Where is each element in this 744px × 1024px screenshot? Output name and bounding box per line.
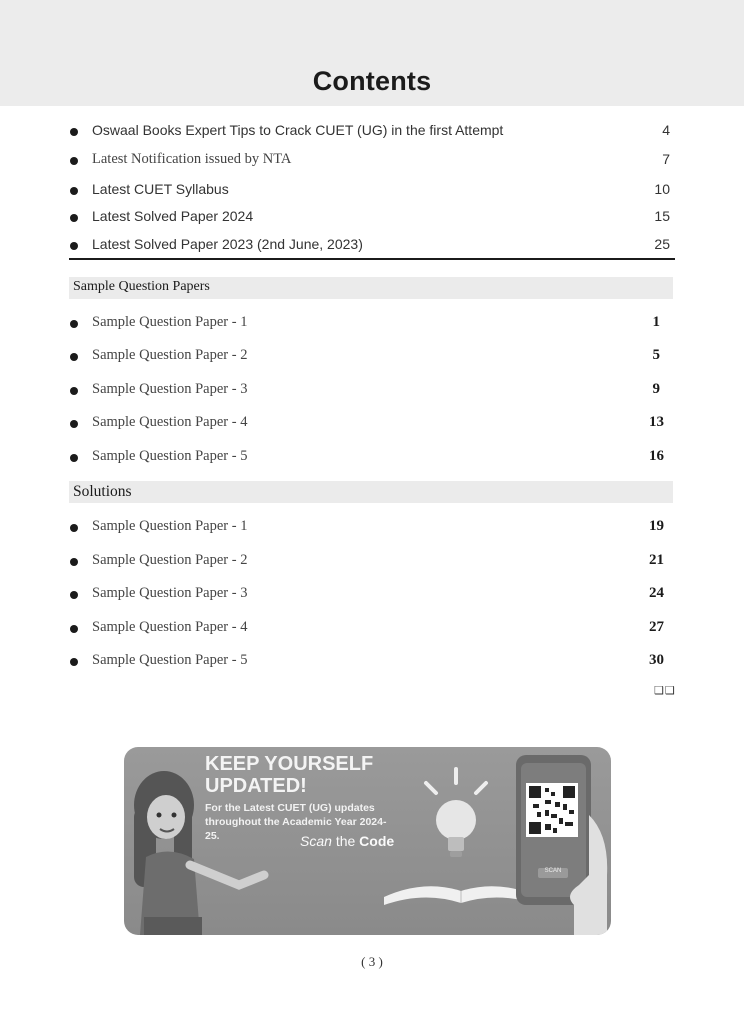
toc-item[interactable] [70,347,670,369]
toc-item-label: Sample Question Paper - 2 [92,552,248,568]
toc-item-page: 27 [649,619,664,635]
toc-item[interactable] [70,122,670,144]
scan-the-code-label [300,833,394,849]
toc-item-label: Sample Question Paper - 5 [92,448,248,464]
toc-item[interactable] [70,236,670,258]
toc-item-label: Sample Question Paper - 4 [92,414,248,430]
toc-item-label: Latest Solved Paper 2023 (2nd June, 2023) [92,236,363,252]
toc-item[interactable] [70,518,670,540]
section-heading-label: Solutions [73,483,132,500]
bullet-icon [70,454,78,462]
bullet-icon [70,214,78,222]
toc-item-label: Oswaal Books Expert Tips to Crack CUET (UG) in the first Attempt [92,122,504,138]
lightbulb-icon [416,765,496,865]
scan-button[interactable]: SCAN [544,868,562,874]
code-word: Code [359,833,395,849]
bullet-icon [70,242,78,250]
toc-item-page: 16 [649,448,664,464]
toc-item-label: Latest Solved Paper 2024 [92,208,254,224]
bullet-icon [70,420,78,428]
toc-item-page: 19 [649,518,664,534]
section-heading-solutions [69,481,673,503]
toc-item-label: Latest CUET Syllabus [92,181,229,197]
end-mark: ❑❑ [654,685,676,697]
toc-item-page: 1 [652,314,660,330]
toc-item[interactable] [70,314,670,336]
bullet-icon [70,558,78,566]
bullet-icon [70,128,78,136]
toc-item[interactable] [70,448,670,470]
bullet-icon [70,524,78,532]
toc-item-label: Sample Question Paper - 4 [92,619,248,635]
bullet-icon [70,658,78,666]
promo-banner[interactable] [124,747,611,935]
phone-qr-icon [504,755,611,935]
toc-item[interactable] [70,619,670,641]
toc-item-label: Sample Question Paper - 2 [92,347,248,363]
toc-item[interactable] [70,552,670,574]
toc-item-label: Sample Question Paper - 3 [92,381,248,397]
toc-item[interactable] [70,414,670,436]
page-title: Contents [312,66,432,96]
toc-item[interactable] [70,151,670,173]
bullet-icon [70,320,78,328]
toc-item-page: 5 [652,347,660,363]
toc-item-page: 21 [649,552,664,568]
toc-item-page: 7 [662,151,670,167]
toc-item-label: Sample Question Paper - 3 [92,585,248,601]
toc-item-page: 10 [654,181,670,197]
the-word: the [335,833,356,849]
banner-title-line2: UPDATED! [205,775,307,797]
toc-item[interactable] [70,381,670,403]
toc-item-page: 24 [649,585,664,601]
scan-word: Scan [300,833,332,849]
toc-item-page: 25 [654,236,670,252]
toc-item-label: Sample Question Paper - 5 [92,652,248,668]
bullet-icon [70,353,78,361]
banner-title [205,753,373,797]
page-number: ( 3 ) [361,954,383,969]
bullet-icon [70,625,78,633]
section-heading-sample [69,277,673,299]
bullet-icon [70,157,78,165]
toc-item[interactable] [70,181,670,203]
bullet-icon [70,387,78,395]
toc-item[interactable] [70,208,670,230]
toc-item-label: Sample Question Paper - 1 [92,314,248,330]
bullet-icon [70,591,78,599]
banner-title-line1: KEEP YOURSELF [205,753,374,775]
toc-item[interactable] [70,652,670,674]
section-heading-label: Sample Question Papers [73,279,210,294]
toc-item-label: Latest Notification issued by NTA [92,151,292,167]
toc-item-page: 4 [662,122,670,138]
toc-item-page: 13 [649,414,664,430]
toc-item-page: 15 [654,208,670,224]
toc-item-label: Sample Question Paper - 1 [92,518,248,534]
toc-item-page: 30 [649,652,664,668]
toc-item-page: 9 [652,381,660,397]
banner-subtitle: For the Latest CUET (UG) updates throughout the Academic Year 2024-25. [205,802,387,842]
toc-item[interactable] [70,585,670,607]
bullet-icon [70,187,78,195]
divider-rule [69,258,675,260]
